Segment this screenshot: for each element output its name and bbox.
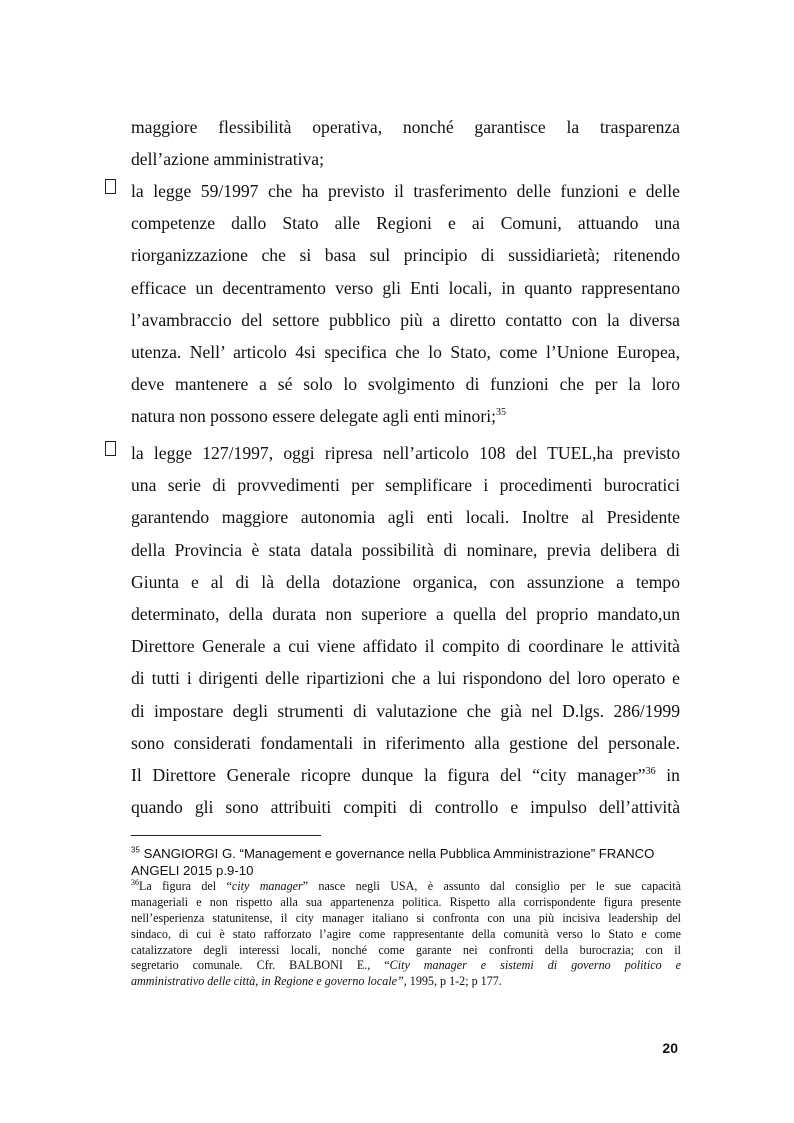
footnote-line: sindaco, di cui è stato rafforzato l’agire come rappresentante della comunità verso lo Stato e come: [131, 926, 681, 941]
footnote-line: [131, 958, 681, 974]
text-line: garantendo maggiore autonomia agli enti locali. Inoltre al Presidente: [131, 507, 680, 528]
text-segment: in: [655, 764, 680, 785]
text-line: sono considerati fondamentali in riferimento alla gestione del personale.: [131, 732, 680, 753]
text-line: di tutti i dirigenti delle ripartizioni che a lui rispondono del loro operato e: [131, 668, 680, 689]
text-line: quando gli sono attribuiti compiti di controllo e impulso dell’attività: [131, 797, 680, 818]
intro-paragraph: [131, 111, 680, 175]
footnote-text: segretario comunale. Cfr. BALBONI E., “: [131, 958, 390, 973]
footnote-line: nell’esperienza statunitense, il city manager italiano si confronta con una più incisiva leadership del: [131, 910, 681, 925]
footnote-ref-35[interactable]: 35: [495, 407, 506, 419]
footnote-36: [131, 879, 681, 990]
text-line: efficace un decentramento verso gli Enti locali, in quanto rappresentano: [131, 277, 680, 298]
footnote-text: 1995, p 1-2; p 177.: [406, 974, 502, 989]
text-line: [131, 400, 680, 432]
text-line: di impostare degli strumenti di valutazione che già nel D.lgs. 286/1999: [131, 700, 680, 721]
footnote-number: 35: [131, 845, 140, 855]
footnote-italic: amministrativo delle città, in Regione e governo locale”,: [131, 974, 407, 989]
footnote-line: [131, 879, 681, 895]
footnote-ref-36[interactable]: 36: [645, 766, 656, 778]
text-line: [131, 759, 680, 791]
footnote-text: ” nasce negli USA, è assunto dal consiglio per le sue capacità: [302, 879, 681, 893]
text-line: Giunta e al di là della dotazione organica, con assunzione a tempo: [131, 571, 680, 592]
square-bullet-icon: [105, 179, 116, 194]
text-line: l’avambraccio del settore pubblico più a diretto contatto con la diversa: [131, 309, 680, 330]
footnote-line: [131, 974, 681, 990]
list-item-text: [131, 175, 680, 433]
text-line: la legge 127/1997, oggi ripresa nell’articolo 108 del TUEL,ha previsto: [131, 443, 680, 463]
footnote-line: [131, 845, 681, 862]
footnote-35: [131, 845, 681, 879]
page-number: 20: [662, 1040, 678, 1056]
footnote-separator: [131, 835, 321, 836]
text-line: Direttore Generale a cui viene affidato il compito di coordinare le attività: [131, 636, 680, 657]
text-line: dell’azione amministrativa;: [131, 149, 324, 170]
footnote-italic: city manager: [231, 879, 303, 893]
footnote-number: 36: [131, 877, 139, 887]
text-segment: Il Direttore Generale ricopre dunque la figura del “city manager”: [131, 764, 646, 785]
footnote-text: SANGIORGI G. “Management e governance nella Pubblica Amministrazione” FRANCO: [139, 846, 655, 861]
list-item-text: [131, 437, 680, 823]
text-line: determinato, della durata non superiore a quella del proprio mandato,un: [131, 603, 680, 624]
footnotes: [131, 845, 681, 990]
text-line: utenza. Nell’ articolo 4si specifica che lo Stato, come l’Unione Europea,: [131, 341, 680, 362]
square-bullet-icon: [105, 441, 116, 456]
footnote-line: catalizzatore degli interessi locali, nonché come garante nei confronti della burocrazia; con il: [131, 942, 681, 957]
text-line: una serie di provvedimenti per semplificare i procedimenti burocratici: [131, 475, 680, 496]
footnote-line: manageriali e non rispetto alla sua appartenenza politica. Rispetto alla corrispondente figura presente: [131, 894, 681, 909]
text-line: competenze dallo Stato alle Regioni e ai Comuni, attuando una: [131, 213, 680, 234]
footnote-italic: City manager e sistemi di governo politico e: [389, 958, 681, 973]
footnote-line: ANGELI 2015 p.9-10: [131, 863, 254, 878]
text-segment: natura non possono essere delegate agli enti minori;: [131, 406, 496, 427]
text-line: riorganizzazione che si basa sul principio di sussidiarietà; ritenendo: [131, 245, 680, 266]
text-line: maggiore flessibilità operativa, nonché garantisce la trasparenza: [131, 117, 680, 137]
text-line: deve mantenere a sé solo lo svolgimento di funzioni che per la loro: [131, 374, 680, 395]
text-line: della Provincia è stata datala possibilità di nominare, previa delibera di: [131, 539, 680, 560]
footnote-text: La figura del “: [139, 879, 232, 893]
text-line: la legge 59/1997 che ha previsto il trasferimento delle funzioni e delle: [131, 181, 680, 201]
